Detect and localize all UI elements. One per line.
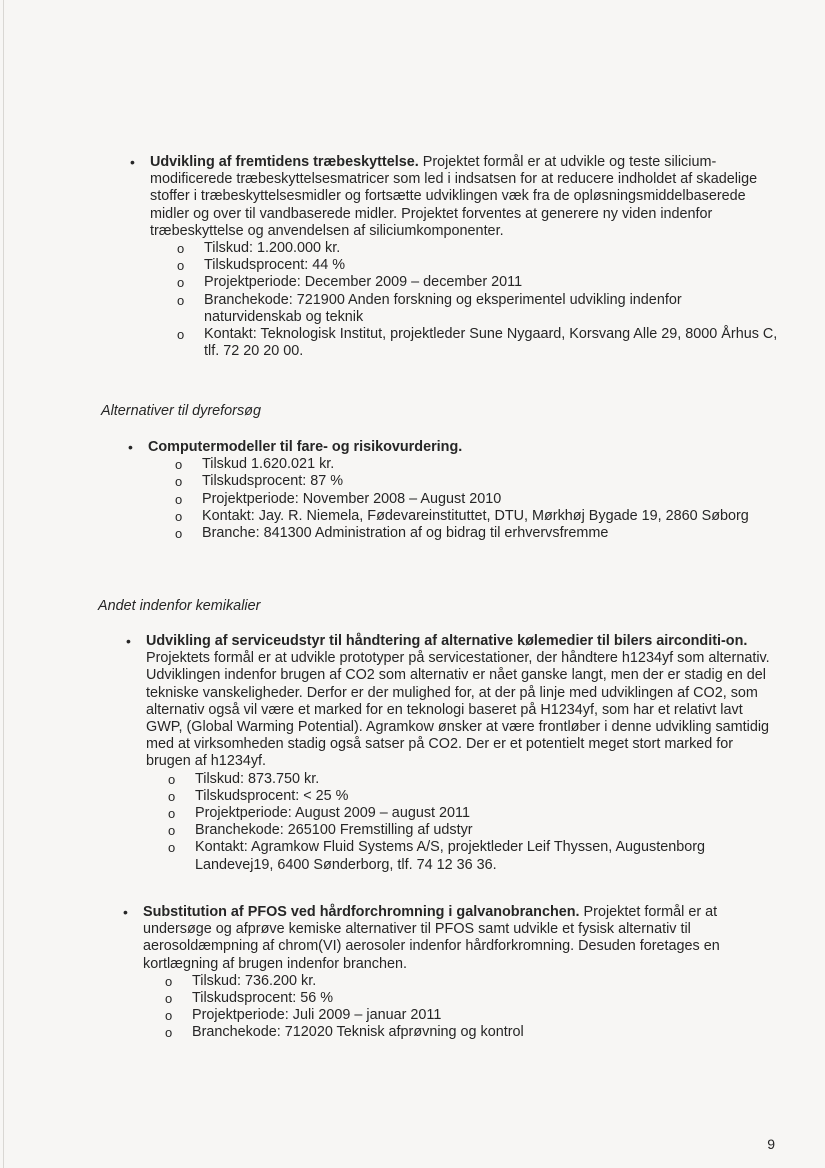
bullet-block	[130, 154, 780, 360]
circle-bullet-icon: o	[165, 991, 173, 1007]
bullet-text: Projektet formål er at undersøge og afprøve kemiske alternativer til PFOS samt udvikle et fysisk alternativ til aerosoldæmpning af chrom(VI) aerosoler indenfor hårdforkromning. Desuden foretages en kortlægning af brugen indenfor branchen.	[143, 904, 720, 972]
circle-bullet-icon: o	[168, 840, 176, 856]
circle-bullet-icon: o	[175, 526, 183, 542]
circle-bullet-icon: o	[177, 275, 185, 291]
sub-list	[168, 771, 780, 874]
circle-bullet-icon: o	[168, 771, 176, 787]
circle-bullet-icon: o	[177, 292, 185, 308]
list-item: o Tilskudsprocent: < 25 %	[168, 787, 349, 804]
list-item: o Branche: 841300 Administration af og bidrag til erhvervsfremme	[175, 525, 609, 542]
circle-bullet-icon: o	[175, 457, 183, 473]
bullet-text: Projektet formål er at udvikle og teste silicium-modificerede træbeskyttelsesmatricer som led i indsatsen for at reducere indholdet af skadelige stoffer i træbeskyttelsesmidler og fortsætte udviklingen væk fra de opløsningsmiddelbaserede midler og over til vandbaserede midler. Projektet forventes at generere ny viden indenfor træbeskyttelse og anvendelsen af siliciumkomponenter.	[150, 154, 758, 239]
list-item: o Kontakt: Jay. R. Niemela, Fødevareinstituttet, DTU, Mørkhøj Bygade 19, 2860 Søborg	[175, 507, 749, 524]
circle-bullet-icon: o	[175, 491, 183, 507]
bullet-title: Udvikling af fremtidens træbeskyttelse.	[150, 154, 419, 170]
list-item: o Tilskud: 873.750 kr.	[168, 770, 320, 787]
list-item: o Kontakt: Teknologisk Institut, projektleder Sune Nygaard, Korsvang Alle 29, 8000 Århus C, tlf. 72 20 20 00.	[177, 326, 778, 360]
list-item: o Projektperiode: Juli 2009 – januar 2011	[165, 1007, 442, 1024]
sub-list	[177, 240, 780, 360]
list-item: o Tilskudsprocent: 87 %	[175, 473, 344, 490]
list-item: o Tilskudsprocent: 56 %	[165, 990, 334, 1007]
list-item: o Tilskud 1.620.021 kr.	[175, 456, 335, 473]
circle-bullet-icon: o	[168, 823, 176, 839]
circle-bullet-icon: o	[177, 327, 185, 343]
section-heading: Andet indenfor kemikalier	[98, 598, 261, 614]
list-item: o Branchekode: 265100 Fremstilling af udstyr	[168, 822, 473, 839]
bullet-icon: •	[123, 904, 128, 920]
sub-list	[175, 456, 778, 542]
bullet-paragraph	[143, 904, 779, 973]
circle-bullet-icon: o	[165, 1008, 173, 1024]
circle-bullet-icon: o	[165, 1025, 173, 1041]
section-heading: Alternativer til dyreforsøg	[101, 403, 261, 419]
list-item: o Tilskudsprocent: 44 %	[177, 257, 346, 274]
list-item: o Tilskud: 736.200 kr.	[165, 972, 317, 989]
bullet-icon: •	[126, 633, 131, 649]
bullet-block	[126, 633, 780, 874]
bullet-paragraph	[150, 154, 780, 240]
circle-bullet-icon: o	[175, 474, 183, 490]
bullet-icon: •	[130, 154, 135, 170]
bullet-block	[123, 904, 779, 1042]
circle-bullet-icon: o	[177, 241, 185, 257]
circle-bullet-icon: o	[177, 258, 185, 274]
circle-bullet-icon: o	[175, 508, 183, 524]
circle-bullet-icon: o	[168, 788, 176, 804]
list-item: o Projektperiode: November 2008 – August 2010	[175, 490, 502, 507]
bullet-text: Projektets formål er at udvikle prototyper på servicestationer, der håndtere h1234yf som alternativ. Udviklingen indenfor brugen af CO2 som alternativ er nået ganske langt, men der er stadig en del tekniske vanskeligheder. Derfor er der mulighed for, at der på linje med udviklingen af CO2, som alternativ også vil være et marked for en teknologi baseret på H1234yf, som har et relativt lavt GWP, (Global Warming Potential). Agramkow ønsker at være frontløber i denne udvikling samtidig med at virksomheden stadig også satser på CO2. Der er et potentielt meget stort marked for brugen af h1234yf.	[146, 650, 770, 770]
list-item: o Tilskud: 1.200.000 kr.	[177, 240, 341, 257]
bullet-title: Computermodeller til fare- og risikovurdering.	[148, 439, 463, 455]
bullet-icon: •	[128, 439, 133, 455]
page-number: 9	[767, 1136, 775, 1152]
bullet-paragraph	[148, 439, 778, 456]
list-item: o Branchekode: 721900 Anden forskning og eksperimentel udvikling indenfor naturvidenskab og teknik	[177, 291, 682, 325]
bullet-block	[128, 439, 778, 542]
list-item: o Projektperiode: August 2009 – august 2011	[168, 805, 470, 822]
circle-bullet-icon: o	[168, 806, 176, 822]
list-item: o Kontakt: Agramkow Fluid Systems A/S, projektleder Leif Thyssen, Augustenborg Landevej19, 6400 Sønderborg, tlf. 74 12 36 36.	[168, 839, 706, 873]
list-item: o Branchekode: 712020 Teknisk afprøvning og kontrol	[165, 1024, 524, 1041]
sub-list	[165, 973, 779, 1042]
circle-bullet-icon: o	[165, 973, 173, 989]
bullet-title: Substitution af PFOS ved hårdforchromning i galvanobranchen.	[143, 904, 580, 920]
bullet-paragraph	[146, 633, 780, 771]
bullet-title: Udvikling af serviceudstyr til håndtering af alternative kølemedier til bilers airconditi-on.	[146, 633, 748, 649]
list-item: o Projektperiode: December 2009 – december 2011	[177, 274, 523, 291]
scan-edge-line	[3, 0, 4, 1168]
